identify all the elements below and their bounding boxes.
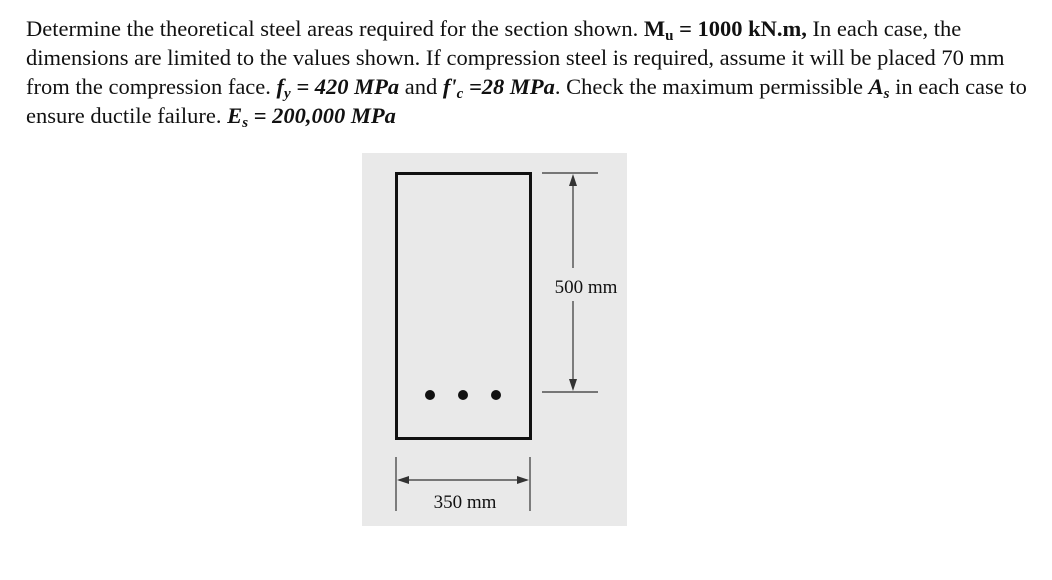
moment-symbol: $M_u = 1000$ kN.m, [643, 16, 807, 44]
moment-subscript: u [665, 28, 674, 44]
problem-statement [26, 14, 1036, 130]
fc-subscript: c [456, 86, 464, 102]
beam-section-drawing [362, 153, 627, 526]
problem-text-part-4: in each case to ensure ductile failure. [26, 74, 1027, 128]
problem-text-part-3: . Check the maximum permissible [554, 74, 869, 99]
beam-section-figure [362, 153, 627, 526]
moment-value: = 1000 kN.m, [673, 16, 807, 41]
figure-background [362, 153, 627, 526]
rebar-dot-3 [491, 390, 501, 400]
and-text: and [399, 74, 443, 99]
fy-subscript: y [284, 86, 291, 102]
as-subscript: s [883, 86, 890, 102]
es-subscript: s [242, 115, 249, 131]
fy-symbol: $f_y = 420$ MPa [276, 74, 400, 102]
rebar-dot-1 [425, 390, 435, 400]
fy-value: = 420 MPa [290, 74, 400, 99]
problem-text-part-2: In each case, the dimensions are limited to the values shown. If compression steel is required, assume it will be placed 70 mm from the compression face. [26, 16, 1005, 99]
es-symbol: $E_s = 200,000$ MPa [227, 103, 396, 131]
es-value: = 200,000 MPa [248, 103, 396, 128]
fc-value: =28 MPa [463, 74, 555, 99]
rebar-dot-2 [458, 390, 468, 400]
height-label: 500 mm [554, 277, 618, 298]
width-label: 350 mm [433, 492, 497, 513]
as-symbol: $A_s$ [868, 74, 890, 102]
fc-symbol: $f'_c =28$ MPa [442, 74, 555, 102]
problem-text-part-1: Determine the theoretical steel areas required for the section shown. [26, 16, 644, 41]
